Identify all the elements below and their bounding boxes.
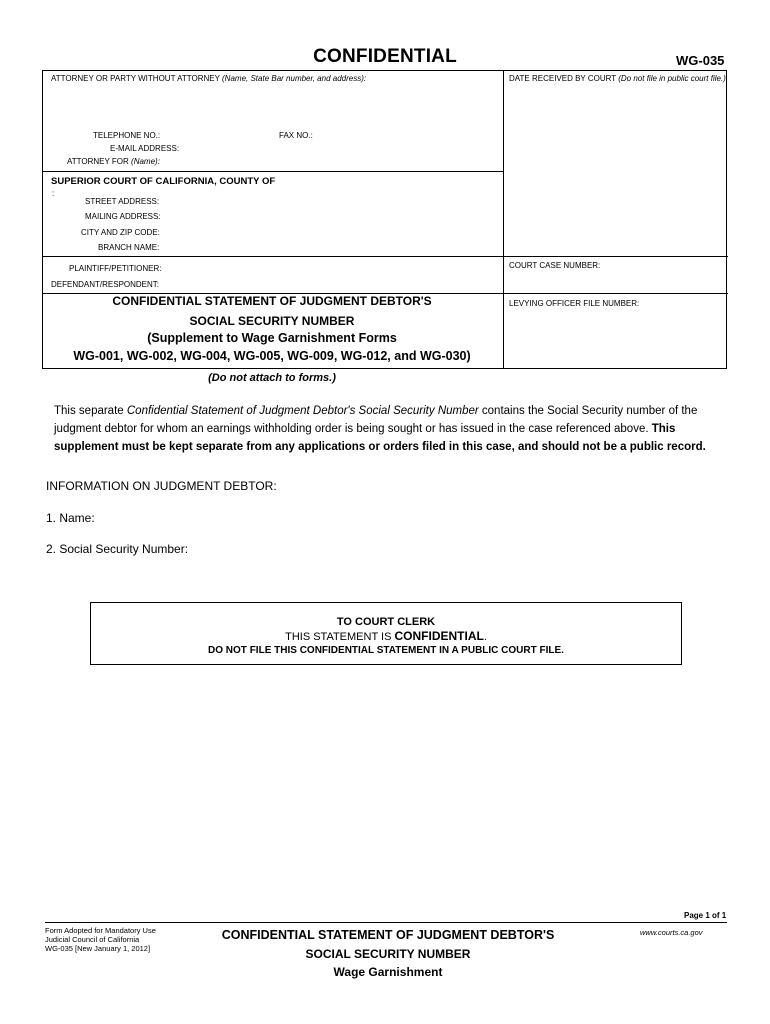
footer-adoption-info: Form Adopted for Mandatory Use Judicial Council of California WG-035 [New January 1, 2012] xyxy=(45,926,156,953)
attorney-label: ATTORNEY OR PARTY WITHOUT ATTORNEY (Name, State Bar number, and address): xyxy=(51,74,367,83)
courts-website-link[interactable]: www.courts.ca.gov xyxy=(640,928,703,937)
caption-divider xyxy=(503,71,504,368)
case-number-label: COURT CASE NUMBER: xyxy=(509,261,601,270)
do-not-attach-note: (Do not attach to forms.) xyxy=(208,372,336,384)
footer-title-line1: CONFIDENTIAL STATEMENT OF JUDGMENT DEBTOR'S xyxy=(221,928,555,942)
form-title-line3: (Supplement to Wage Garnishment Forms xyxy=(147,331,397,345)
defendant-label: DEFENDANT/RESPONDENT: xyxy=(51,280,160,289)
form-code: WG-035 xyxy=(676,53,725,68)
rule xyxy=(43,171,503,172)
footer-rule xyxy=(45,922,727,923)
form-title-line1: CONFIDENTIAL STATEMENT OF JUDGMENT DEBTOR'S xyxy=(112,294,432,308)
city-zip-label: CITY AND ZIP CODE: xyxy=(81,228,160,237)
mailing-address-label: MAILING ADDRESS: xyxy=(85,212,161,221)
page-number: Page 1 of 1 xyxy=(684,911,727,920)
footer-title-line2: SOCIAL SECURITY NUMBER xyxy=(305,947,471,961)
court-clerk-notice xyxy=(90,602,682,665)
form-title-line4: WG-001, WG-002, WG-004, WG-005, WG-009, WG-012, and WG-030) xyxy=(73,349,471,363)
body-paragraph: This separate Confidential Statement of Judgment Debtor's Social Security Number contains the Social Security number of the judgment debtor for whom an earnings withholding order is being sought or has issued in the case referenced above. This supplement must be kept separate from any applications or orders filed in this case, and should not be a public record. xyxy=(54,405,706,453)
clerk-notice-heading: TO COURT CLERK xyxy=(336,616,436,628)
form-title-line2: SOCIAL SECURITY NUMBER xyxy=(189,314,355,328)
court-heading: SUPERIOR COURT OF CALIFORNIA, COUNTY OF xyxy=(51,176,276,187)
info-heading: INFORMATION ON JUDGMENT DEBTOR: xyxy=(46,479,277,493)
date-received-label: DATE RECEIVED BY COURT (Do not file in public court file.) xyxy=(509,74,726,83)
telephone-label: TELEPHONE NO.: xyxy=(93,131,161,140)
email-label: E-MAIL ADDRESS: xyxy=(110,144,180,153)
debtor-ssn-field: 2. Social Security Number: xyxy=(46,542,189,556)
debtor-name-field: 1. Name: xyxy=(46,511,95,525)
confidential-heading: CONFIDENTIAL xyxy=(313,46,457,67)
clerk-notice-warning: DO NOT FILE THIS CONFIDENTIAL STATEMENT IN A PUBLIC COURT FILE. xyxy=(208,645,564,656)
fax-label: FAX NO.: xyxy=(279,131,313,140)
clerk-notice-statement: THIS STATEMENT IS CONFIDENTIAL. xyxy=(285,629,487,643)
footer-title-line3: Wage Garnishment xyxy=(333,965,443,979)
branch-name-label: BRANCH NAME: xyxy=(98,243,160,252)
street-address-label: STREET ADDRESS: xyxy=(85,197,160,206)
court-colon: : xyxy=(52,189,55,198)
attorney-for-label: ATTORNEY FOR (Name): xyxy=(67,157,160,166)
rule xyxy=(43,256,728,257)
plaintiff-label: PLAINTIFF/PETITIONER: xyxy=(69,264,162,273)
levying-officer-label: LEVYING OFFICER FILE NUMBER: xyxy=(509,299,640,308)
